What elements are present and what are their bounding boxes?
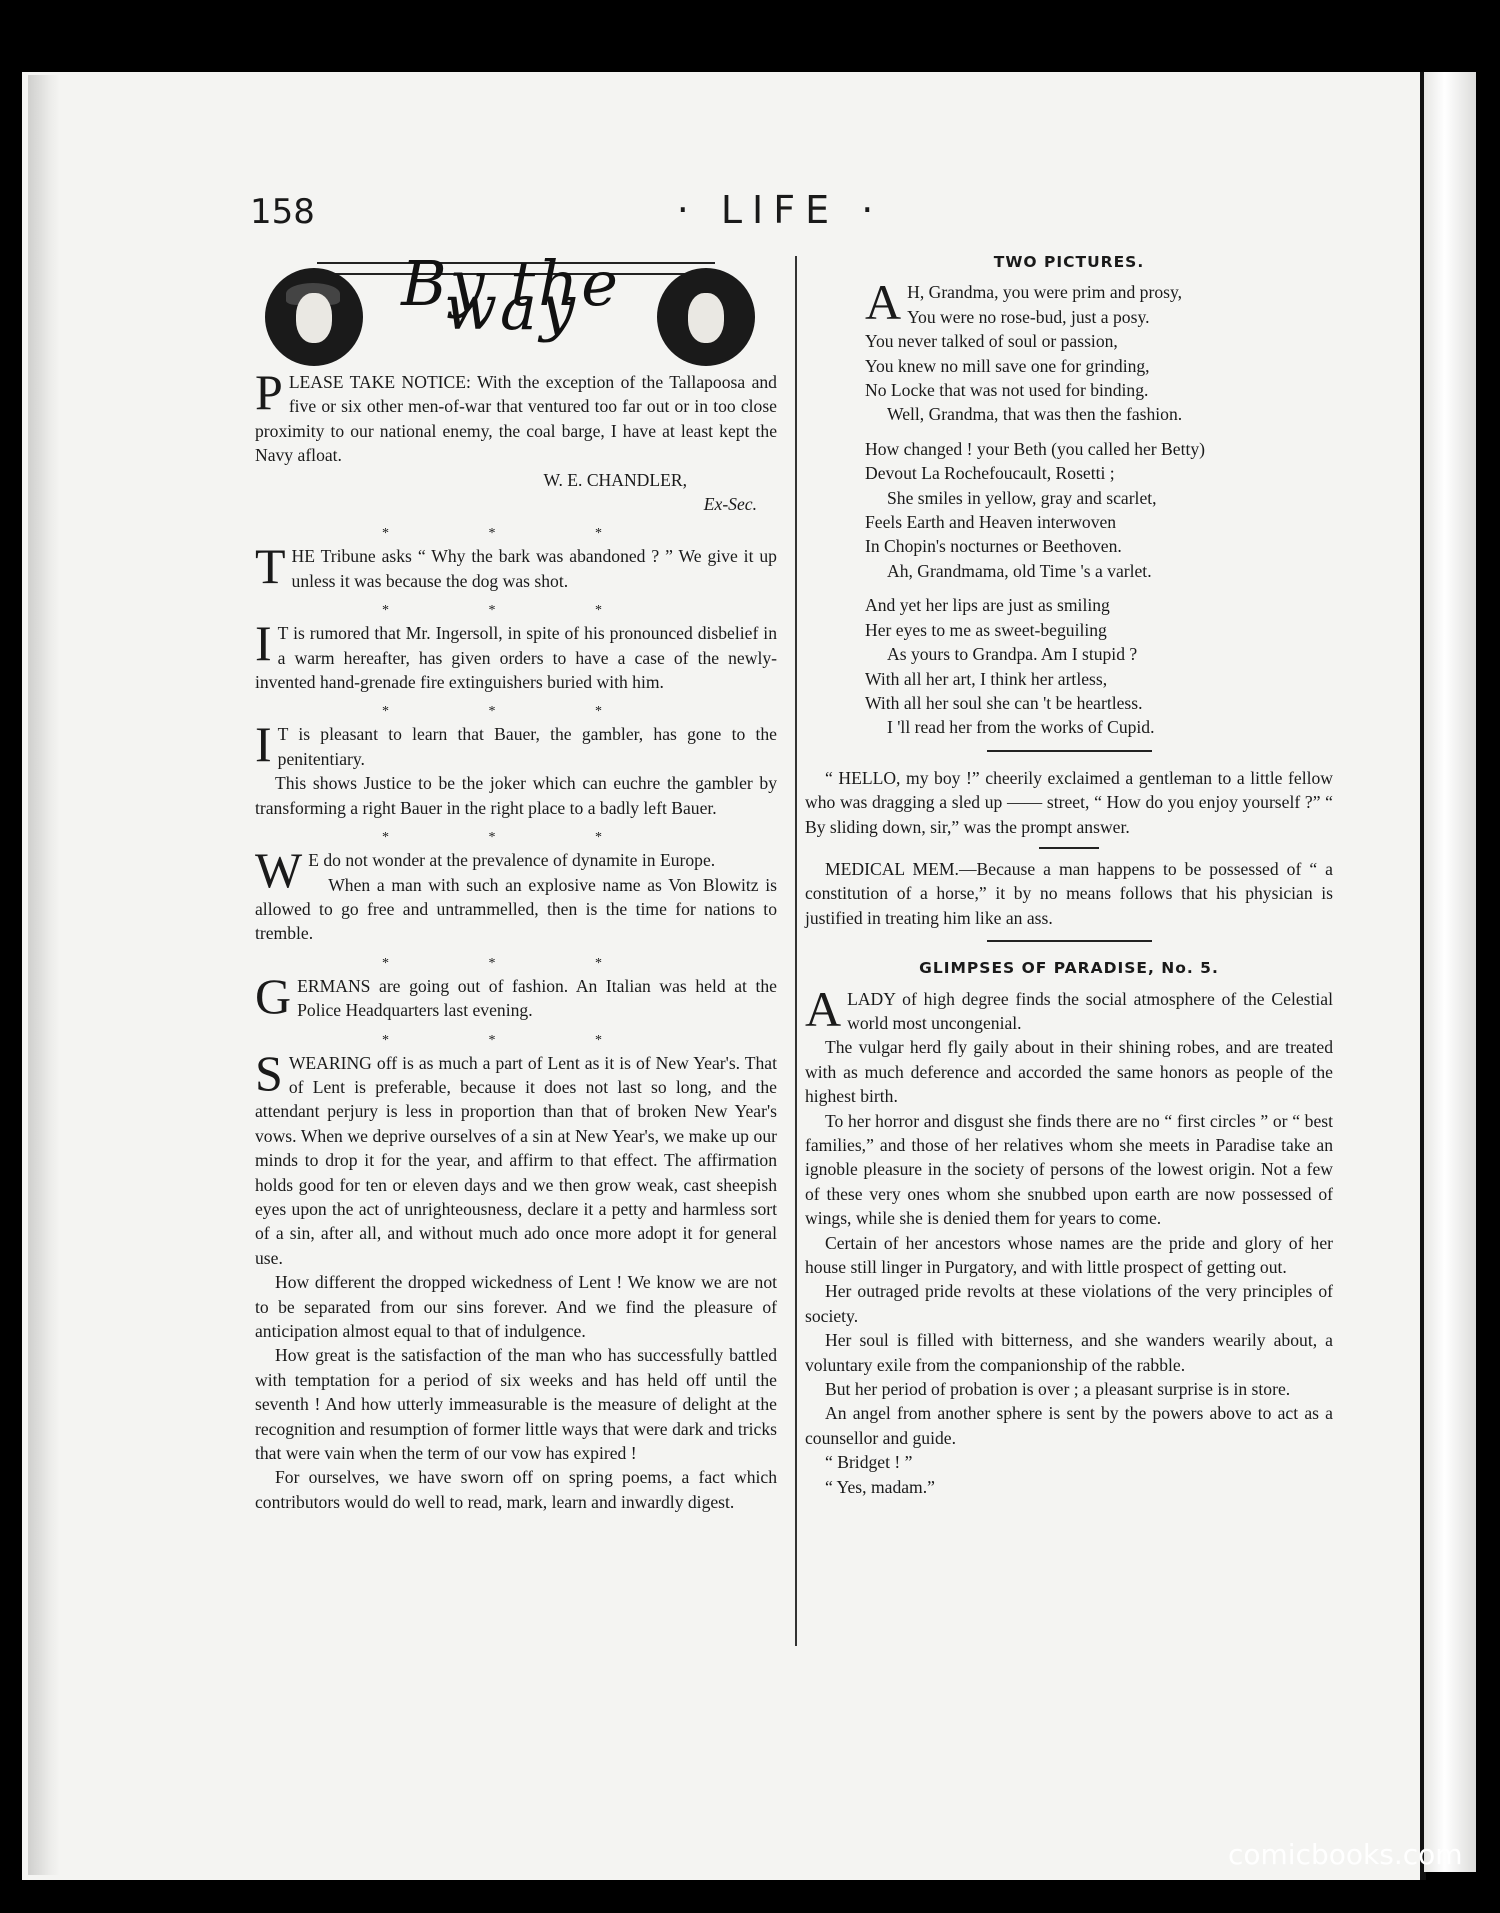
item-bauer-cont: This shows Justice to be the joker which can euchre the gambler by transforming a right Bauer in the right place to a badly left Bauer. [255, 773, 777, 818]
poem-stanza: And yet her lips are just as smiling Her eyes to me as sweet-beguiling As yours to Grandpa. Am I stupid ? With all her art, I think her artless, With all her soul she can 't be heartless. I 'll read her from the works of Cupid. [865, 595, 1155, 738]
page-gutter-shadow [28, 75, 60, 1875]
section-rule [987, 750, 1152, 752]
poem-two-pictures [805, 274, 1333, 739]
glimpses-p8: An angel from another sphere is sent by the powers above to act as a counsellor and guide. [805, 1403, 1333, 1448]
separator-stars: * * * [382, 704, 650, 720]
page-number: 158 [250, 192, 315, 232]
item-dynamite: W E do not wonder at the prevalence of dynamite in Europe. [255, 842, 716, 899]
item-ingersoll: I T is rumored that Mr. Ingersoll, in spite of his pronounced disbelief in a warm hereafter, has given orders to have a case of the newly-invented hand-grenade fire extinguishers buried with him. [255, 615, 777, 693]
item-swearing-cont-1: How different the dropped wickedness of Lent ! We know we are not to be separated from our sins forever. And we find the pleasure of anticipation almost equal to that of indulgence. [255, 1272, 777, 1341]
signature-title: Ex-Sec. [703, 494, 757, 515]
section-rule [1039, 847, 1099, 849]
portrait-left-icon [265, 268, 363, 366]
right-column [805, 250, 1333, 1499]
glimpses-title: GLIMPSES OF PARADISE, No. 5. [919, 959, 1219, 978]
column-rule [795, 256, 797, 1646]
item-chandler: PLEASE TAKE NOTICE: With the exception of the Tallapoosa and five or six other men-of-war that ventured too far out or in too close proximity to our national enemy, the coal barge, I have at least kept the Navy afloat. [255, 364, 777, 466]
separator-stars: * * * [382, 526, 650, 542]
item-swearing-cont-2: How great is the satisfaction of the man who has successfully battled with temptation for a period of six weeks and has held off until the seventh ! And how utterly immeasurable is the measure of delight at the recognition and resumption of former little ways that were dark and tricks that were vain when the term of our vow has expired ! [255, 1345, 777, 1464]
separator-stars: * * * [382, 603, 650, 619]
item-germans: GERMANS are going out of fashion. An Italian was held at the Police Headquarters last evening. [255, 967, 777, 1024]
banner-title: By the way [401, 247, 621, 345]
poem-stanza: How changed ! your Beth (you called her Betty) Devout La Rochefoucault, Rosetti ; She smiles in yellow, gray and scarlet, Feels Earth and Heaven interwoven In Chopin's nocturnes or Beethoven. Ah, Grandmama, old Time 's a varlet. [865, 438, 1206, 581]
item-bauer: I T is pleasant to learn that Bauer, the gambler, has gone to the penitentiary. [255, 716, 777, 773]
watermark: comicbooks.com [1228, 1838, 1463, 1871]
item-tribune: THE Tribune asks “ Why the bark was abandoned ? ” We give it up unless it was because the dog was shot. [255, 538, 777, 595]
section-rule [987, 940, 1152, 942]
glimpses-p1: ALADY of high degree finds the social atmosphere of the Celestial world most uncongenial. [805, 980, 1333, 1037]
separator-stars: * * * [382, 1032, 650, 1048]
signature: W. E. CHANDLER, [543, 469, 687, 490]
glimpses-p9: “ Bridget ! ” [825, 1452, 913, 1473]
glimpses-p10: “ Yes, madam.” [825, 1476, 935, 1497]
portrait-right-icon [657, 268, 755, 366]
item-medical: MEDICAL MEM.—Because a man happens to be possessed of “ a constitution of a horse,” it by no means follows that his physician is justified in treating him like an ass. [805, 858, 1333, 928]
masthead-title: · LIFE · [676, 188, 884, 232]
glimpses-p4: Certain of her ancestors whose names are the pride and glory of her house still linger in Purgatory, and with little prospect of getting out. [805, 1232, 1333, 1278]
glimpses-p6: Her soul is filled with bitterness, and she wanders wearily about, a voluntary exile from the companionship of the rabble. [805, 1330, 1333, 1375]
next-page-edge [1424, 72, 1476, 1872]
item-dynamite-cont: When a man with such an explosive name as Von Blowitz is allowed to go free and untrammelled, then is the time for nations to tremble. [255, 874, 777, 944]
left-column [255, 247, 777, 1514]
glimpses-p3: To her horror and disgust she finds there are no “ first circles ” or “ best families,” and those of her relatives whom she meets in Paradise take an ignoble pleasure in the society of persons of the lowest origin. Not a few of these very ones whom she snubbed upon earth are now possessed of wings, while she is denied them for years to come. [805, 1110, 1333, 1229]
separator-stars: * * * [382, 830, 650, 846]
glimpses-p2: The vulgar herd fly gaily about in their shining robes, and are treated with as much deference and accorded the same honors as people of the highest birth. [805, 1037, 1333, 1107]
item-swearing: SWEARING off is as much a part of Lent as it is of New Year's. That of Lent is preferable, because it does not last so long, and the attendant perjury is less in proportion than that of broken New Year's vows. When we deprive ourselves of a sin at New Year's, we make up our minds to drop it for the year, and affirm to that effect. The affirmation holds good for ten or eleven days and we then grow weak, cast sheepish eyes upon the act of unrighteousness, declare it a petty and harmless sort of a sin, after all, and without much ado once more adopt it for general use. [255, 1044, 777, 1268]
by-the-way-banner [255, 247, 777, 360]
glimpses-p7: But her period of probation is over ; a pleasant surprise is in store. [825, 1379, 1291, 1400]
separator-stars: * * * [382, 955, 650, 971]
poem-stanza: A H, Grandma, you were prim and prosy, You were no rose-bud, just a posy. You never talked of soul or passion, You knew no mill save one for grinding, No Locke that was not used for binding. Well, Grandma, that was then the fashion. [865, 274, 1183, 425]
glimpses-p5: Her outraged pride revolts at these violations of the very principles of society. [805, 1281, 1333, 1326]
item-swearing-cont-3: For ourselves, we have sworn off on spring poems, a fact which contributors would do well to read, mark, learn and inwardly digest. [255, 1467, 777, 1512]
poem-title: TWO PICTURES. [993, 253, 1145, 271]
item-hello: “ HELLO, my boy !” cheerily exclaimed a gentleman to a little fellow who was dragging a sled up —— street, “ How do you enjoy yourself ?” “ By sliding down, sir,” was the prompt answer. [805, 767, 1333, 837]
poem-dropcap: A [865, 274, 902, 331]
